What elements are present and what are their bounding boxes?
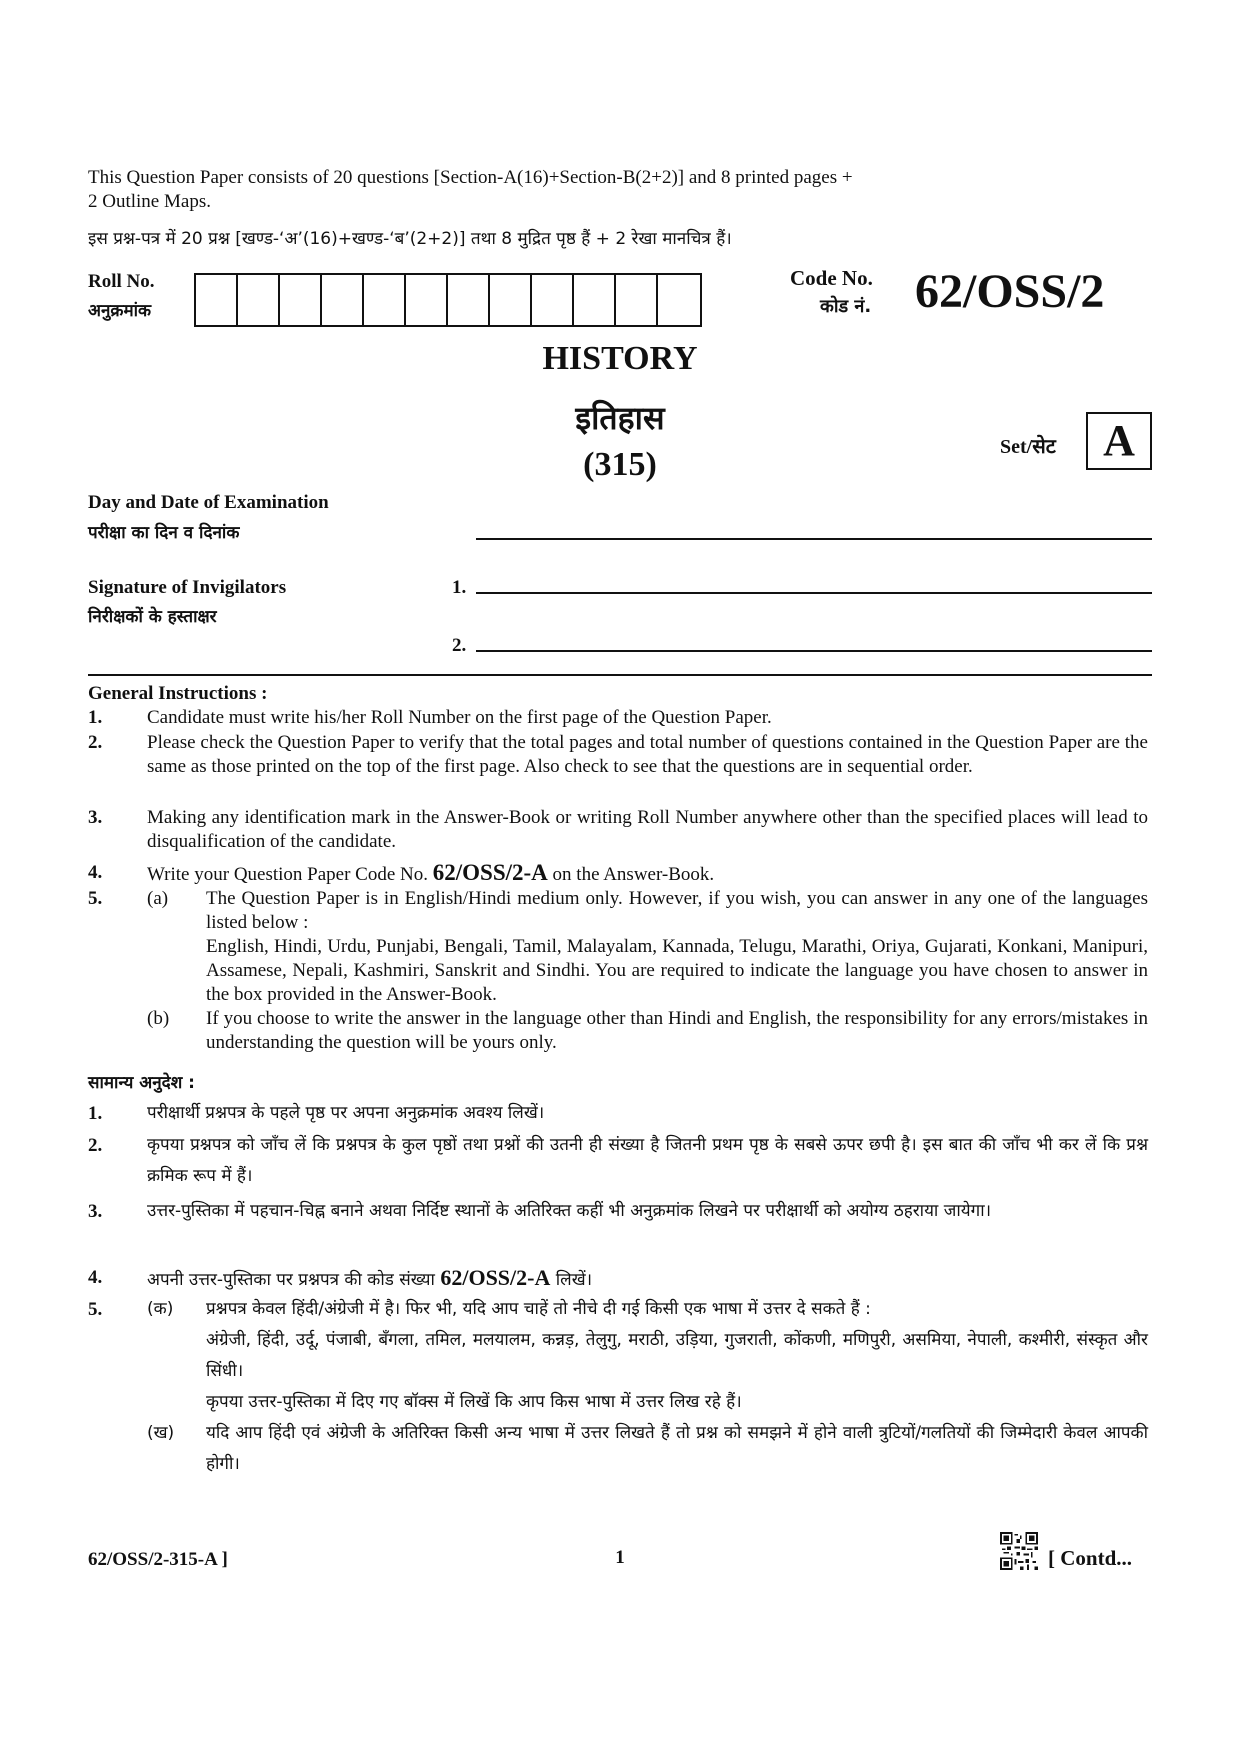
instruction-text-before: Write your Question Paper Code No.	[147, 864, 433, 885]
roll-number-box[interactable]	[238, 275, 280, 325]
instruction-text	[147, 1262, 1148, 1296]
instruction-number: 1.	[88, 1103, 103, 1124]
sub-a-text-2: English, Hindi, Urdu, Punjabi, Bengali, Tamil, Malayalam, Kannada, Telugu, Marathi, Oriya, Gujarati, Konkani, Manipuri, Assamese, Nepali, Kashmiri, Sanskrit and Sindhi. You are required to indicate the language you have chosen to answer in the box provided in the Answer-Book.	[206, 936, 1148, 1005]
instruction-en-1	[88, 706, 1148, 730]
instruction-number: 4.	[88, 1267, 103, 1288]
instruction-text-after: लिखें।	[550, 1270, 593, 1290]
roll-number-box[interactable]	[574, 275, 616, 325]
hindi-instructions-heading: सामान्य अनुदेश :	[88, 1073, 195, 1093]
instruction-hi-1	[88, 1098, 1148, 1129]
instruction-en-2	[88, 731, 1148, 779]
exam-date-line[interactable]	[476, 538, 1152, 540]
sub-b-label: (b)	[147, 1008, 170, 1029]
instruction-number: 3.	[88, 1201, 103, 1222]
roll-number-grid[interactable]	[194, 273, 702, 327]
instruction-hi-5	[88, 1294, 1148, 1480]
instruction-number: 3.	[88, 807, 103, 828]
instruction-number: 2.	[88, 732, 103, 753]
instruction-hi-2	[88, 1130, 1148, 1192]
code-label-en: Code No.	[790, 266, 873, 290]
qr-code-icon	[1000, 1532, 1038, 1570]
instruction-text-after: on the Answer-Book.	[547, 864, 715, 885]
instruction-text: उत्तर-पुस्तिका में पहचान-चिह्न बनाने अथवा निर्दिष्ट स्थानों के अतिरिक्त कहीं भी अनुक्रमांक लिखने पर परीक्षार्थी को अयोग्य ठहराया जायेगा।	[147, 1201, 992, 1221]
instruction-hi-3	[88, 1196, 1148, 1227]
instruction-number: 4.	[88, 862, 103, 883]
roll-number-box[interactable]	[364, 275, 406, 325]
invigilators-label-en: Signature of Invigilators	[88, 577, 287, 598]
exam-date-label-hi: परीक्षा का दिन व दिनांक	[88, 523, 240, 543]
instruction-text: Please check the Question Paper to verify that the total pages and total number of questions contained in the Question Paper are the same as those printed on the top of the first page. Also check to see that the questions are in sequential order.	[147, 732, 1148, 777]
sub-a-text-1: प्रश्नपत्र केवल हिंदी/अंग्रेजी में है। फिर भी, यदि आप चाहें तो नीचे दी गई किसी एक भाषा में उत्तर दे सकते हैं :	[206, 1299, 871, 1319]
instruction-number: 5.	[88, 888, 103, 909]
instruction-en-3	[88, 806, 1148, 854]
footer-code: 62/OSS/2-315-A ]	[88, 1549, 228, 1570]
instruction-text-before: अपनी उत्तर-पुस्तिका पर प्रश्नपत्र की कोड संख्या	[147, 1270, 441, 1290]
instruction-en-4	[88, 861, 1148, 887]
code-label-hi: कोड नं.	[820, 296, 872, 317]
instruction-sub-b	[88, 1418, 1148, 1480]
sub-b-text: If you choose to write the answer in the language other than Hindi and English, the responsibility for any errors/mistakes in understanding the question will be yours only.	[206, 1008, 1148, 1053]
instruction-text	[147, 861, 1148, 887]
set-label: Set/सेट	[1000, 436, 1056, 458]
invigilator-2-line[interactable]	[476, 650, 1152, 652]
instruction-text: कृपया प्रश्नपत्र को जाँच लें कि प्रश्नपत्र के कुल पृष्ठों तथा प्रश्नों की उतनी ही संख्या है जितनी प्रथम पृष्ठ के सबसे ऊपर छपी है। इस बात की जाँच भी कर लें कि प्रश्न क्रमिक रूप में हैं।	[147, 1135, 1148, 1186]
sub-a-label: (क)	[147, 1299, 174, 1319]
roll-number-box[interactable]	[448, 275, 490, 325]
roll-number-box[interactable]	[616, 275, 658, 325]
roll-number-box[interactable]	[280, 275, 322, 325]
instruction-hi-4	[88, 1262, 1148, 1296]
code-value: 62/OSS/2	[915, 265, 1105, 318]
sub-a-text-1: The Question Paper is in English/Hindi medium only. However, if you wish, you can answer in any one of the languages listed below :	[206, 888, 1148, 933]
intro-en-line-1: This Question Paper consists of 20 questions [Section-A(16)+Section-B(2+2)] and 8 printed pages +	[88, 167, 853, 188]
general-instructions-heading: General Instructions :	[88, 683, 268, 704]
intro-en	[88, 166, 1148, 214]
continued-label: [ Contd...	[1048, 1546, 1133, 1570]
instruction-text: परीक्षार्थी प्रश्नपत्र के पहले पृष्ठ पर अपना अनुक्रमांक अवश्य लिखें।	[147, 1103, 545, 1123]
invigilator-1-line[interactable]	[476, 592, 1152, 594]
instruction-sub-b	[88, 1007, 1148, 1055]
instruction-number: 5.	[88, 1299, 103, 1320]
roll-number-box[interactable]	[406, 275, 448, 325]
intro-en-line-2: 2 Outline Maps.	[88, 191, 211, 212]
sub-b-label: (ख)	[147, 1423, 175, 1443]
paper-code: 62/OSS/2-A	[432, 860, 548, 885]
instruction-number: 2.	[88, 1135, 103, 1156]
intro-hi: इस प्रश्न-पत्र में 20 प्रश्न [खण्ड-‘अ’(16)+खण्ड-‘ब’(2+2)] तथा 8 मुद्रित पृष्ठ हैं + 2 रेखा मानचित्र हैं।	[88, 229, 732, 249]
set-value-box: A	[1086, 412, 1152, 470]
instruction-text: Candidate must write his/her Roll Number on the first page of the Question Paper.	[147, 707, 772, 728]
sub-a-text-2: अंग्रेजी, हिंदी, उर्दू, पंजाबी, बँगला, तमिल, मलयालम, कन्नड़, तेलुगु, मराठी, उड़िया, गुजराती, कोंकणी, मणिपुरी, असमिया, नेपाली, कश्मीरी, संस्कृत और सिंधी।	[206, 1330, 1148, 1381]
roll-number-box[interactable]	[532, 275, 574, 325]
roll-number-box[interactable]	[658, 275, 700, 325]
invigilators-label-hi: निरीक्षकों के हस्ताक्षर	[88, 607, 217, 627]
roll-number-box[interactable]	[196, 275, 238, 325]
instruction-sub-a	[88, 887, 1148, 1007]
invigilator-2-number: 2.	[452, 635, 467, 656]
instruction-sub-a	[88, 1294, 1148, 1418]
divider	[88, 674, 1152, 676]
sub-a-text-3: कृपया उत्तर-पुस्तिका में दिए गए बॉक्स में लिखें कि आप किस भाषा में उत्तर लिख रहे हैं।	[206, 1392, 742, 1412]
roll-label-en: Roll No.	[88, 271, 155, 292]
exam-date-label-en: Day and Date of Examination	[88, 492, 329, 513]
roll-number-box[interactable]	[322, 275, 364, 325]
instruction-text: Making any identification mark in the Answer-Book or writing Roll Number anywhere other than the specified places will lead to disqualification of the candidate.	[147, 807, 1148, 852]
roll-label-hi: अनुक्रमांक	[88, 301, 152, 321]
subject-title-en: HISTORY	[542, 340, 698, 377]
invigilator-1-number: 1.	[452, 577, 467, 598]
sub-a-label: (a)	[147, 888, 169, 909]
page-number: 1	[615, 1547, 625, 1568]
instruction-number: 1.	[88, 707, 103, 728]
instruction-en-5	[88, 887, 1148, 1055]
subject-number: (315)	[583, 446, 657, 483]
subject-title-hi: इतिहास	[575, 399, 665, 437]
paper-code: 62/OSS/2-A	[440, 1265, 551, 1290]
sub-b-text: यदि आप हिंदी एवं अंग्रेजी के अतिरिक्त किसी अन्य भाषा में उत्तर लिखते हैं तो प्रश्न को समझने में होने वाली त्रुटियों/गलतियों की जिम्मेदारी केवल आपकी होगी।	[206, 1423, 1148, 1474]
roll-number-box[interactable]	[490, 275, 532, 325]
